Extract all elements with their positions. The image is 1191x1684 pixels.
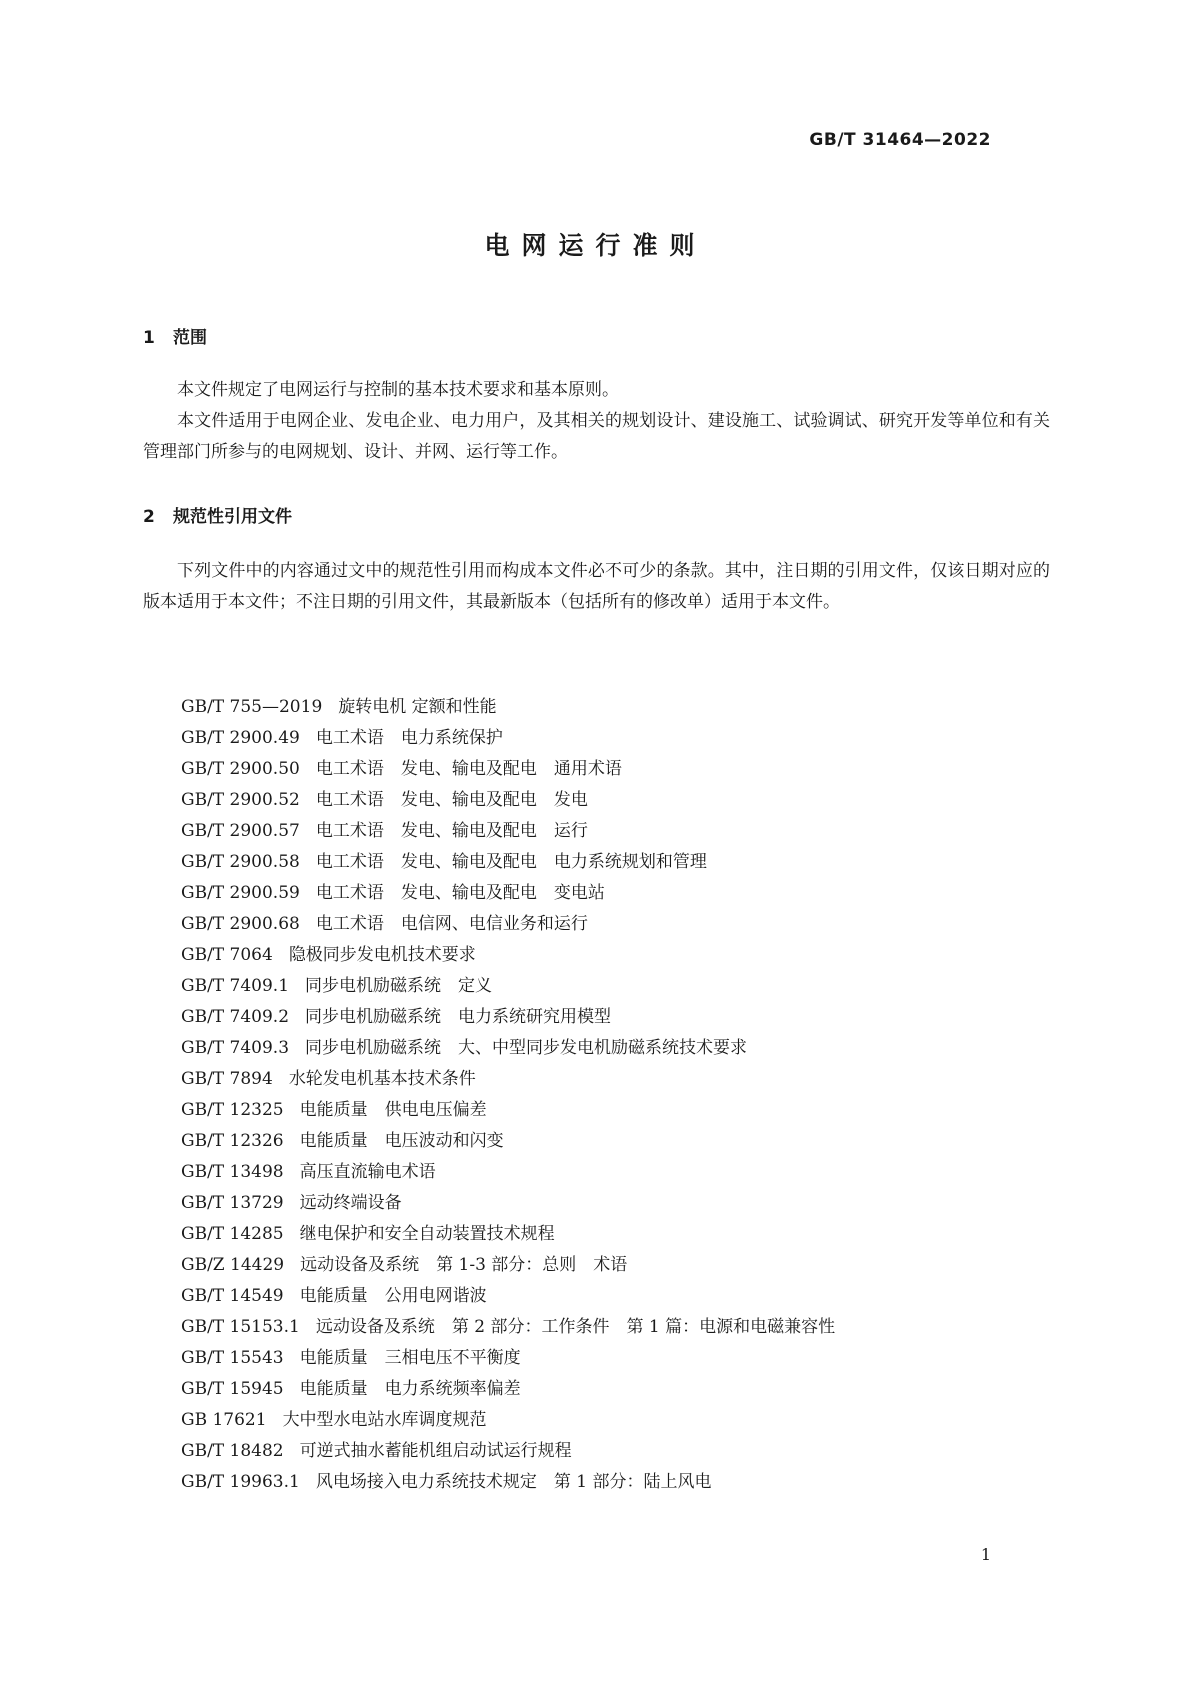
section-1-paragraph-1: 本文件规定了电网运行与控制的基本技术要求和基本原则。 bbox=[177, 380, 619, 400]
reference-item bbox=[181, 785, 835, 816]
reference-title: 旋转电机 定额和性能 bbox=[338, 697, 497, 717]
reference-title: 远动设备及系统 第 2 部分：工作条件 第 1 篇：电源和电磁兼容性 bbox=[315, 1317, 836, 1337]
reference-item bbox=[181, 878, 835, 909]
reference-title: 继电保护和安全自动装置技术规程 bbox=[299, 1224, 555, 1244]
reference-item bbox=[181, 1064, 835, 1095]
reference-item bbox=[181, 1095, 835, 1126]
reference-title: 电工术语 发电、输电及配电 通用术语 bbox=[315, 759, 622, 779]
reference-code: GB/T 2900.52 bbox=[181, 790, 300, 810]
reference-title: 隐极同步发电机技术要求 bbox=[288, 945, 476, 965]
section-1-paragraph-2: 本文件适用于电网企业、发电企业、电力用户，及其相关的规划设计、建设施工、试验调试、研究开发等单位和有关管理部门所参与的电网规划、设计、并网、运行等工作。 bbox=[143, 411, 1050, 462]
reference-title: 同步电机励磁系统 大、中型同步发电机励磁系统技术要求 bbox=[305, 1038, 748, 1058]
reference-code: GB/T 2900.58 bbox=[181, 852, 300, 872]
reference-item bbox=[181, 1250, 835, 1281]
reference-code: GB/T 7064 bbox=[181, 945, 273, 965]
reference-code: GB/T 2900.50 bbox=[181, 759, 300, 779]
reference-code: GB/T 12325 bbox=[181, 1100, 284, 1120]
reference-title: 同步电机励磁系统 定义 bbox=[305, 976, 493, 996]
reference-item bbox=[181, 1312, 835, 1343]
reference-title: 电能质量 公用电网谐波 bbox=[299, 1286, 487, 1306]
reference-code: GB/T 7409.1 bbox=[181, 976, 290, 996]
reference-item bbox=[181, 723, 835, 754]
reference-code: GB/T 19963.1 bbox=[181, 1472, 300, 1492]
reference-title: 电工术语 电信网、电信业务和运行 bbox=[315, 914, 588, 934]
reference-item bbox=[181, 909, 835, 940]
reference-code: GB/T 15153.1 bbox=[181, 1317, 300, 1337]
reference-code: GB/T 2900.57 bbox=[181, 821, 300, 841]
reference-title: 可逆式抽水蓄能机组启动试运行规程 bbox=[299, 1441, 572, 1461]
reference-item bbox=[181, 1188, 835, 1219]
reference-title: 电能质量 电力系统频率偏差 bbox=[299, 1379, 521, 1399]
reference-item bbox=[181, 971, 835, 1002]
reference-list bbox=[181, 692, 835, 1498]
section-2-number: 2 bbox=[143, 507, 155, 527]
section-1-title: 范围 bbox=[173, 328, 207, 348]
reference-item bbox=[181, 1157, 835, 1188]
section-2-paragraph-1: 下列文件中的内容通过文中的规范性引用而构成本文件必不可少的条款。其中，注日期的引用文件，仅该日期对应的版本适用于本文件；不注日期的引用文件，其最新版本（包括所有的修改单）适用于本文件。 bbox=[143, 561, 1050, 612]
reference-code: GB/T 12326 bbox=[181, 1131, 284, 1151]
reference-item bbox=[181, 1002, 835, 1033]
reference-code: GB/T 13498 bbox=[181, 1162, 284, 1182]
reference-item bbox=[181, 1281, 835, 1312]
reference-title: 远动设备及系统 第 1-3 部分：总则 术语 bbox=[300, 1255, 628, 1275]
reference-title: 电能质量 供电电压偏差 bbox=[299, 1100, 487, 1120]
reference-title: 水轮发电机基本技术条件 bbox=[288, 1069, 476, 1089]
reference-item bbox=[181, 1343, 835, 1374]
reference-item bbox=[181, 847, 835, 878]
reference-item bbox=[181, 816, 835, 847]
reference-title: 电能质量 电压波动和闪变 bbox=[299, 1131, 504, 1151]
reference-code: GB/T 14549 bbox=[181, 1286, 284, 1306]
section-1-heading bbox=[143, 323, 207, 348]
reference-item bbox=[181, 1219, 835, 1250]
reference-item bbox=[181, 1374, 835, 1405]
reference-code: GB/T 15543 bbox=[181, 1348, 284, 1368]
reference-code: GB/T 18482 bbox=[181, 1441, 284, 1461]
reference-title: 电工术语 发电、输电及配电 变电站 bbox=[315, 883, 605, 903]
reference-title: 高压直流输电术语 bbox=[299, 1162, 436, 1182]
reference-code: GB/T 14285 bbox=[181, 1224, 284, 1244]
reference-code: GB/T 15945 bbox=[181, 1379, 284, 1399]
reference-title: 电工术语 发电、输电及配电 运行 bbox=[315, 821, 588, 841]
reference-code: GB/T 2900.68 bbox=[181, 914, 300, 934]
section-2-heading bbox=[143, 502, 292, 527]
reference-item bbox=[181, 754, 835, 785]
reference-code: GB 17621 bbox=[181, 1410, 267, 1430]
reference-title: 电工术语 发电、输电及配电 电力系统规划和管理 bbox=[315, 852, 707, 872]
reference-title: 风电场接入电力系统技术规定 第 1 部分：陆上风电 bbox=[315, 1472, 712, 1492]
reference-item bbox=[181, 1405, 835, 1436]
page-number: 1 bbox=[980, 1545, 991, 1564]
section-2-title: 规范性引用文件 bbox=[173, 507, 292, 527]
reference-code: GB/T 2900.59 bbox=[181, 883, 300, 903]
reference-code: GB/T 755—2019 bbox=[181, 697, 323, 717]
reference-code: GB/T 2900.49 bbox=[181, 728, 300, 748]
reference-item bbox=[181, 1436, 835, 1467]
reference-code: GB/T 13729 bbox=[181, 1193, 284, 1213]
reference-item bbox=[181, 1126, 835, 1157]
reference-code: GB/T 7409.3 bbox=[181, 1038, 290, 1058]
reference-item bbox=[181, 692, 835, 723]
reference-title: 大中型水电站水库调度规范 bbox=[282, 1410, 487, 1430]
reference-title: 远动终端设备 bbox=[299, 1193, 402, 1213]
reference-code: GB/T 7409.2 bbox=[181, 1007, 290, 1027]
reference-code: GB/Z 14429 bbox=[181, 1255, 285, 1275]
reference-title: 电工术语 发电、输电及配电 发电 bbox=[315, 790, 588, 810]
standard-code: GB/T 31464—2022 bbox=[809, 130, 991, 150]
reference-item bbox=[181, 1033, 835, 1064]
reference-item bbox=[181, 940, 835, 971]
section-1-number: 1 bbox=[143, 328, 155, 348]
reference-title: 同步电机励磁系统 电力系统研究用模型 bbox=[305, 1007, 612, 1027]
document-title: 电网运行准则 bbox=[484, 231, 707, 260]
reference-item bbox=[181, 1467, 835, 1498]
reference-title: 电工术语 电力系统保护 bbox=[315, 728, 503, 748]
reference-title: 电能质量 三相电压不平衡度 bbox=[299, 1348, 521, 1368]
reference-code: GB/T 7894 bbox=[181, 1069, 273, 1089]
